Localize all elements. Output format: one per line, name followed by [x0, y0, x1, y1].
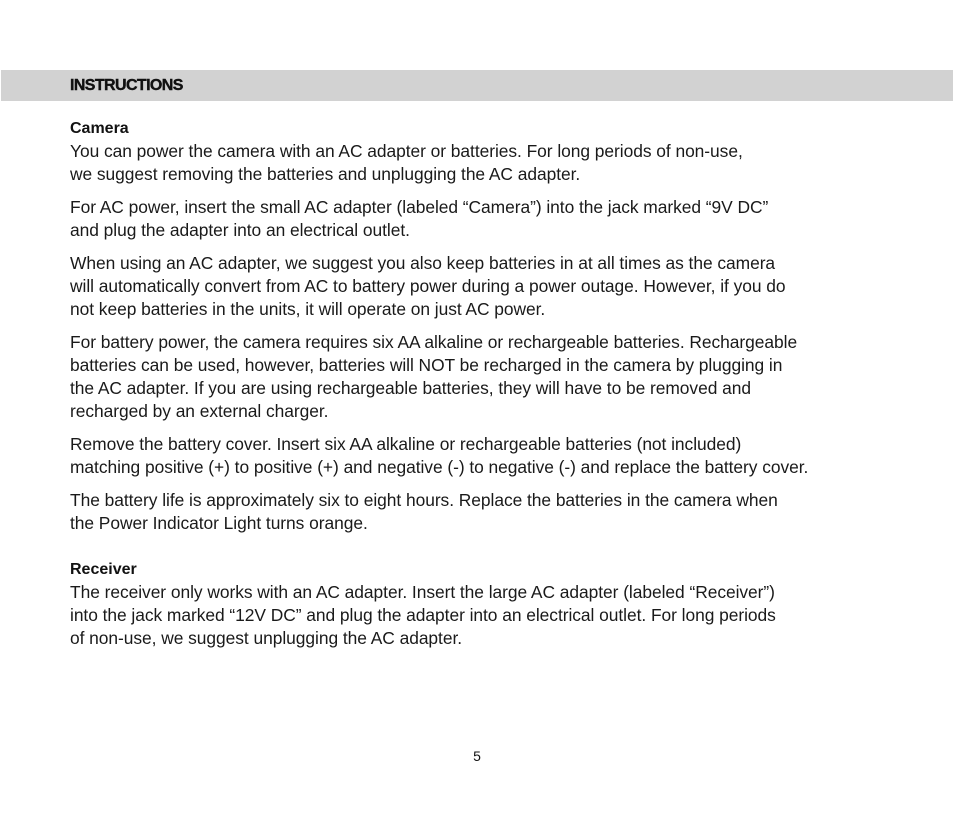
header-bar — [1, 70, 953, 101]
section-receiver — [70, 559, 900, 650]
section-heading-receiver: Receiver — [70, 561, 137, 578]
page-number: 5 — [473, 748, 481, 764]
section-camera — [70, 118, 900, 535]
document-body — [70, 118, 900, 660]
page-title: INSTRUCTIONS — [70, 77, 183, 94]
paragraph: For battery power, the camera requires six AA alkaline or rechargeable batteries. Rechargeable batteries can be used, however, batteries will NOT be recharged in the camera by plugging in the AC adapter. If you are using rechargeable batteries, they will have to be removed and recharged by an external charger. — [70, 332, 798, 421]
section-heading-camera: Camera — [70, 120, 129, 137]
paragraph: The receiver only works with an AC adapter. Insert the large AC adapter (labeled “Receiver”) into the jack marked “12V DC” and plug the adapter into an electrical outlet. For long periods of non-use, we suggest unplugging the AC adapter. — [70, 582, 776, 648]
paragraph: You can power the camera with an AC adapter or batteries. For long periods of non-use, we suggest removing the batteries and unplugging the AC adapter. — [70, 141, 743, 184]
paragraph: Remove the battery cover. Insert six AA alkaline or rechargeable batteries (not included) matching positive (+) to positive (+) and negative (-) to negative (-) and replace the battery cover. — [70, 434, 809, 477]
paragraph: For AC power, insert the small AC adapter (labeled “Camera”) into the jack marked “9V DC” and plug the adapter into an electrical outlet. — [70, 197, 769, 240]
paragraph: The battery life is approximately six to eight hours. Replace the batteries in the camera when the Power Indicator Light turns orange. — [70, 490, 778, 533]
paragraph: When using an AC adapter, we suggest you also keep batteries in at all times as the camera will automatically convert from AC to battery power during a power outage. However, if you do not keep batteries in the units, it will operate on just AC power. — [70, 253, 786, 319]
